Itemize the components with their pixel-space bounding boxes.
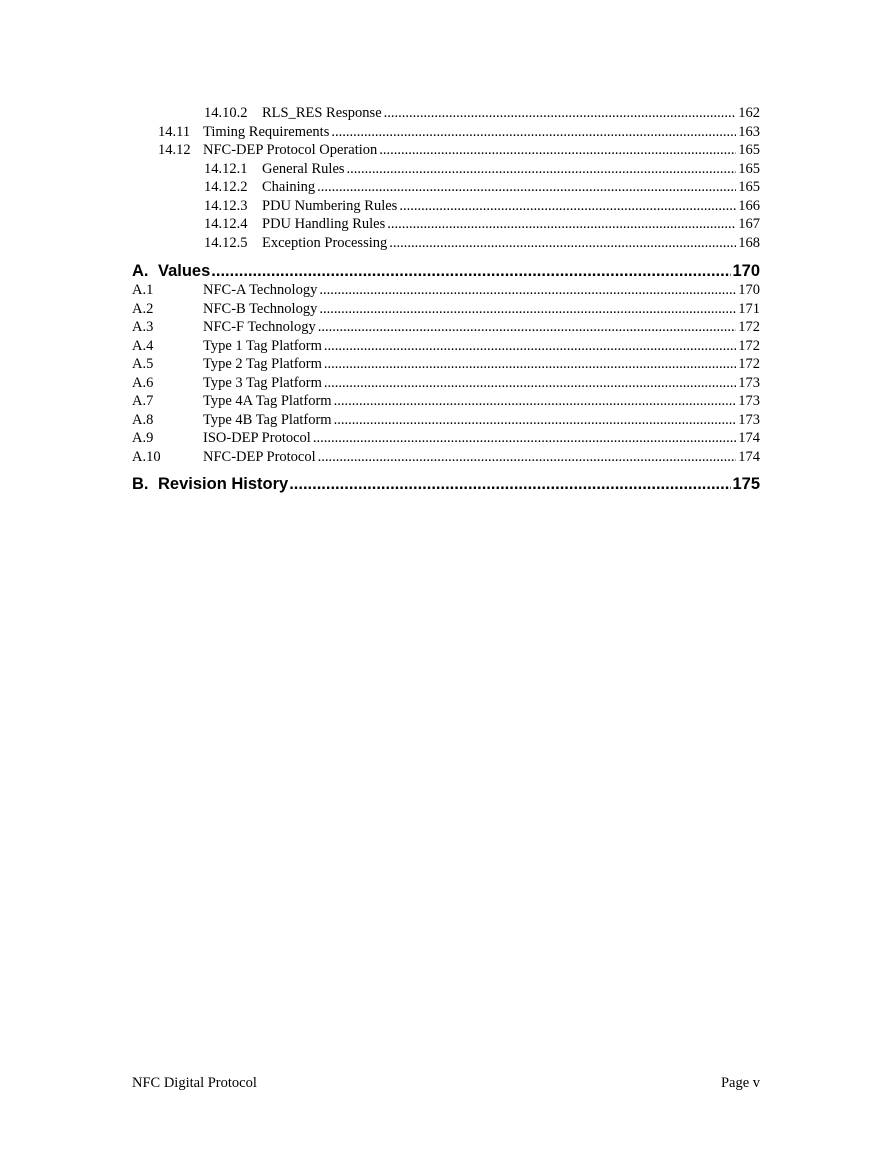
toc-entry[interactable] [132,448,760,467]
toc-entry-number: 14.10.2 [204,105,248,121]
toc-entry-page: 165 [738,179,760,195]
toc-entry-number: A.4 [132,337,154,354]
toc-entry[interactable] [132,104,760,123]
toc-entry-number: 14.12.1 [204,160,248,177]
dot-leader [324,374,736,393]
dot-leader [387,215,736,234]
toc-chapter-page: 175 [732,475,760,493]
toc-entry-title: PDU Numbering Rules [262,197,398,214]
dot-leader [324,337,736,356]
toc-entry-number: 14.11 [158,123,191,140]
toc-entry-number: A.5 [132,356,154,372]
toc-entry-page: 172 [738,319,760,335]
toc-entry-title: NFC-A Technology [203,282,318,298]
toc-entry-title: Chaining [262,179,316,195]
toc-entry[interactable] [132,411,760,430]
toc-entry-page: 165 [738,142,760,158]
toc-entry[interactable] [132,141,760,160]
table-of-contents [132,104,760,494]
toc-entry-title: Type 3 Tag Platform [203,374,322,391]
toc-entry-number: 14.12.4 [204,216,248,232]
page-footer [132,1075,760,1092]
toc-entry-title: ISO-DEP Protocol [203,430,311,446]
toc-appendix-b[interactable] [132,474,760,494]
dot-leader [319,300,736,319]
toc-entry-title: NFC-DEP Protocol [203,448,316,465]
dot-leader [318,448,737,467]
toc-entry-number: A.7 [132,393,154,409]
toc-entry[interactable] [132,160,760,179]
toc-entry[interactable] [132,392,760,411]
toc-entry-number: A.2 [132,300,154,317]
toc-chapter-title: Revision History [158,475,289,493]
toc-entry-title: NFC-F Technology [203,319,316,335]
toc-entry-page: 172 [738,356,760,372]
toc-entry-title: Type 4B Tag Platform [203,411,332,428]
toc-entry-title: PDU Handling Rules [262,216,386,232]
toc-entry-page: 167 [738,216,760,232]
toc-entry[interactable] [132,123,760,142]
dot-leader [347,160,737,179]
toc-entry[interactable] [132,197,760,216]
toc-entry-title: RLS_RES Response [262,105,382,121]
toc-entry-page: 165 [738,160,760,177]
toc-entry-page: 162 [738,105,760,121]
toc-entry-number: 14.12.3 [204,197,248,214]
toc-chapter-number: A. [132,262,149,280]
toc-entry-page: 168 [738,234,760,251]
toc-entry-page: 163 [738,123,760,140]
toc-entry-page: 166 [738,197,760,214]
toc-entry-number: A.3 [132,319,154,335]
toc-chapter-page: 170 [732,262,760,280]
toc-entry-number: A.8 [132,411,154,428]
dot-leader [313,429,736,448]
toc-entry-title: Exception Processing [262,234,388,251]
toc-entry-number: A.9 [132,430,154,446]
toc-entry-page: 174 [738,448,760,465]
dot-leader [331,123,736,142]
toc-entry[interactable] [132,429,760,448]
dot-leader [289,474,731,494]
toc-entry-page: 173 [738,393,760,409]
toc-entry[interactable] [132,318,760,337]
toc-entry-title: General Rules [262,160,345,177]
toc-entry-page: 172 [738,337,760,354]
toc-entry[interactable] [132,374,760,393]
dot-leader [211,261,731,281]
toc-entry-page: 174 [738,430,760,446]
toc-entry[interactable] [132,281,760,300]
toc-entry-number: A.6 [132,374,154,391]
toc-entry-page: 171 [738,300,760,317]
toc-entry-title: Type 1 Tag Platform [203,337,322,354]
toc-entry[interactable] [132,215,760,234]
dot-leader [389,234,736,253]
toc-entry-number: A.10 [132,448,161,465]
dot-leader [399,197,736,216]
dot-leader [334,392,737,411]
toc-entry[interactable] [132,355,760,374]
toc-chapter-number: B. [132,475,149,493]
footer-page-number: Page v [720,1075,760,1091]
toc-entry-page: 173 [738,411,760,428]
dot-leader [324,355,736,374]
toc-entry-number: 14.12.5 [204,234,248,251]
toc-entry-page: 173 [738,374,760,391]
toc-appendix-a[interactable] [132,261,760,281]
toc-entry-title: NFC-B Technology [203,300,318,317]
footer-document-title: NFC Digital Protocol [132,1075,257,1091]
toc-entry-title: Timing Requirements [203,123,330,140]
dot-leader [317,178,736,197]
toc-entry-title: Type 2 Tag Platform [203,356,322,372]
dot-leader [318,318,737,337]
toc-entry-number: 14.12.2 [204,179,248,195]
toc-entry-number: 14.12 [158,142,191,158]
toc-entry[interactable] [132,178,760,197]
dot-leader [319,281,736,300]
dot-leader [384,104,737,123]
toc-chapter-title: Values [158,262,211,280]
toc-entry[interactable] [132,234,760,253]
toc-entry-title: Type 4A Tag Platform [203,393,332,409]
toc-entry-page: 170 [738,282,760,298]
toc-entry-title: NFC-DEP Protocol Operation [203,142,378,158]
toc-entry[interactable] [132,337,760,356]
toc-entry-number: A.1 [132,282,154,298]
dot-leader [334,411,737,430]
toc-entry[interactable] [132,300,760,319]
dot-leader [379,141,736,160]
